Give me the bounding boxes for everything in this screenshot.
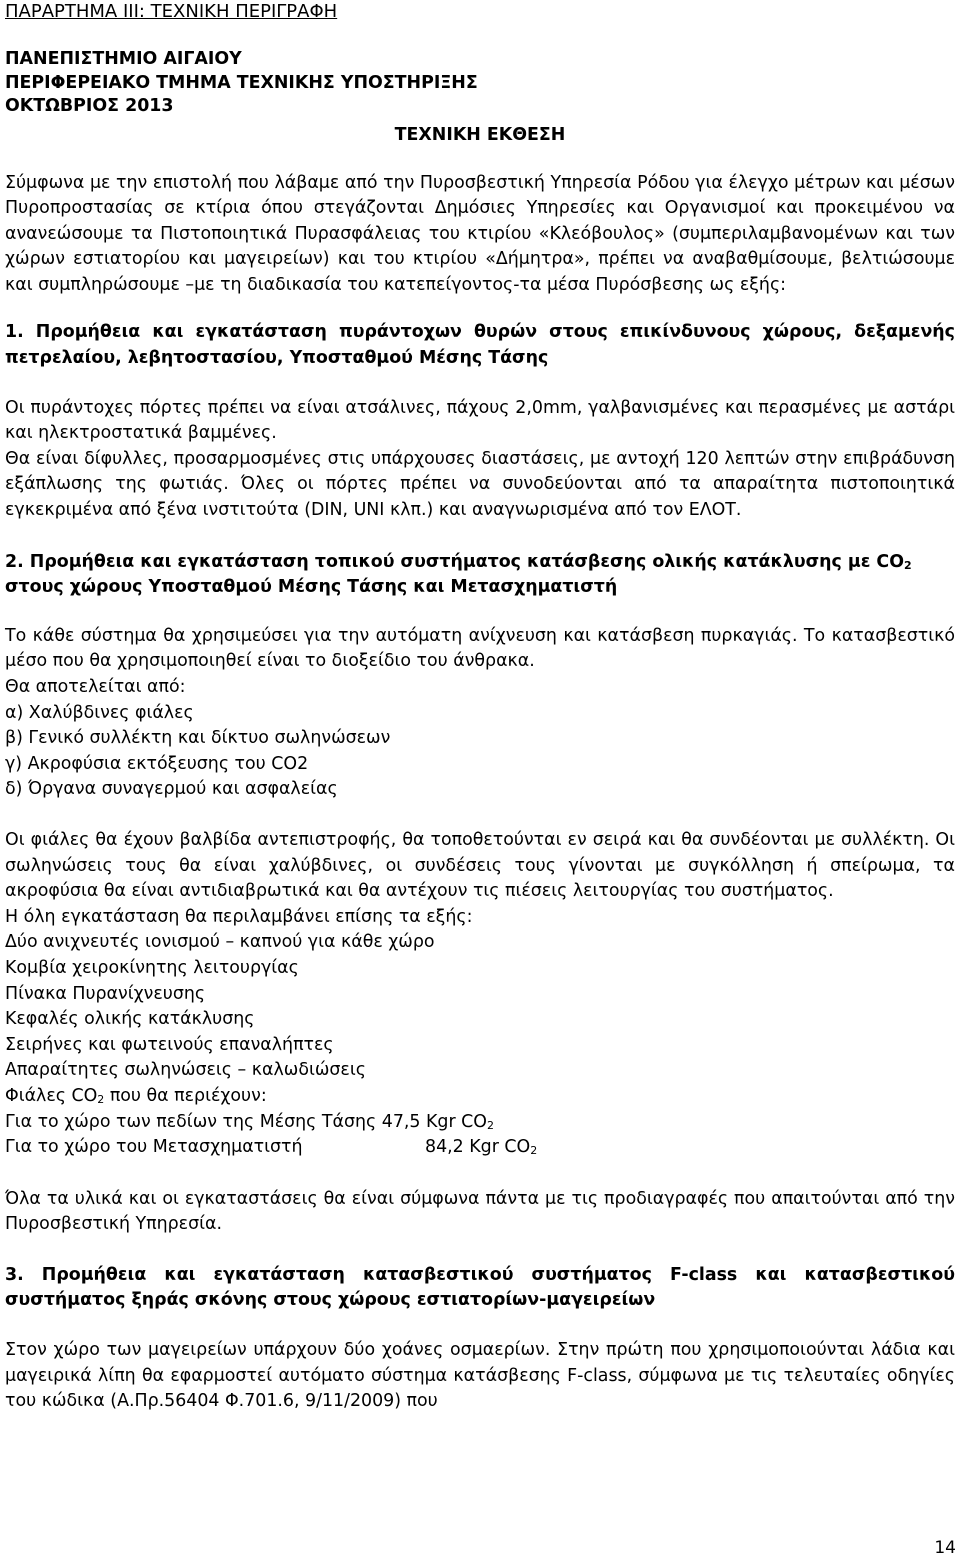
section-3-paragraph-1: Στον χώρο των μαγειρείων υπάρχουν δύο χοάνες οσμαερίων. Στην πρώτη που χρησιμοποιούνται λάδια και μαγειρικά λίπη θα εφαρμοστεί αυτόματο σύστημα κατάσβεσης F-class, σύμφωνα με τις τελευταίες οδηγίες του κώδικα (Α.Πρ.56404 Φ.701.6, 9/11/2009) που — [5, 1340, 955, 1412]
list-item: δ) Όργανα συναγερμού και ασφαλείας — [5, 779, 338, 800]
document-page — [5, 0, 955, 1415]
report-title: ΤΕΧΝΙΚΗ ΕΚΘΕΣΗ — [394, 124, 566, 145]
section-2-consists-label: Θα αποτελείται από: — [5, 677, 186, 697]
section-1-title: 1. Προμήθεια και εγκατάσταση πυράντοχων θυρών στους επικίνδυνους χώρους, δεξαμενής πετρελαίου, λεβητοστασίου, Υποσταθμού Μέσης Τάσης — [5, 322, 955, 369]
list-item: Κομβία χειροκίνητης λειτουργίας — [5, 957, 299, 978]
co2-bottles-label-part-2: που θα περιέχουν: — [104, 1085, 267, 1106]
section-3-title: 3. Προμήθεια και εγκατάσταση κατασβεστικού συστήματος F-class και κατασβεστικού συστήματος ξηράς σκόνης στους χώρους εστιατορίων-μαγειρείων — [5, 1264, 955, 1311]
co2-amount-row-1 — [5, 1110, 955, 1136]
section-1-paragraph-2: Θα είναι δίφυλλες, προσαρμοσμένες στις υπάρχουσες διαστάσεις, με αντοχή 120 λεπτών στην επιβράδυνση εξάπλωσης της φωτιάς. Όλες οι πόρτες πρέπει να συνοδεύονται από τα απαραίτητα πιστοποιητικά εγκεκριμένα από ξένα ινστιτούτα (DIN, UNI κλπ.) και αναγνωρισμένα από τον ΕΛΟΤ. — [5, 448, 955, 521]
section-2-title-part-1: 2. Προμήθεια και εγκατάσταση τοπικού συστήματος κατάσβεσης ολικής κατάκλυσης με CO — [5, 551, 904, 572]
intro-paragraph: Σύμφωνα με την επιστολή που λάβαμε από την Πυροσβεστική Υπηρεσία Ρόδου για έλεγχο μέτρων και μέσων Πυροπροστασίας σε κτίρια όπου στεγάζονται Δημόσιες Υπηρεσίες και Οργανισμοί και προκειμένου να ανανεώσουμε τα Πιστοποιητικά Πυρασφάλειας του κτιρίου «Κλεόβουλος» (συμπεριλαμβανομένων και των χώρων εστιατορίου και μαγειρείων) και του κτιρίου «Δήμητρα», πρέπει να αναβαθμίσουμε, βελτιώσουμε και συμπληρώσουμε –με τη διαδικασία του κατεπείγοντος-τα μέσα Πυρόσβεσης ως εξής: — [5, 172, 955, 295]
section-2-includes-label: Η όλη εγκατάσταση θα περιλαμβάνει επίσης τα εξής: — [5, 906, 473, 927]
list-item: Δύο ανιχνευτές ιονισμού – καπνού για κάθε χώρο — [5, 932, 435, 953]
list-item: γ) Ακροφύσια εκτόξευσης του CO2 — [5, 753, 309, 774]
page-number: 14 — [934, 1538, 956, 1558]
section-2-title-subscript: 2 — [903, 558, 912, 572]
co2-amount-value — [425, 1135, 537, 1161]
university-name: ΠΑΝΕΠΙΣΤΗΜΙΟ ΑΙΓΑΙΟΥ — [5, 49, 242, 69]
section-1-paragraph-1: Οι πυράντοχες πόρτες πρέπει να είναι ατσάλινες, πάχους 2,0mm, γαλβανισμένες και περασμένες με αστάρι και ηλεκτροστατικά βαμμένες. — [5, 397, 955, 444]
list-item: Κεφαλές ολικής κατάκλυσης — [5, 1009, 255, 1030]
document-date: ΟΚΤΩΒΡΙΟΣ 2013 — [5, 96, 174, 116]
section-2-paragraph-1: Το κάθε σύστημα θα χρησιμεύσει για την αυτόματη ανίχνευση και κατάσβεση πυρκαγιάς. Το κατασβεστικό μέσο που θα χρησιμοποιηθεί είναι το διοξείδιο του άνθρακα. — [5, 625, 955, 672]
components-list — [5, 701, 955, 803]
section-2-closing-paragraph: Όλα τα υλικά και οι εγκαταστάσεις θα είναι σύμφωνα πάντα με τις προδιαγραφές που απαιτούνται από την Πυροσβεστική Υπηρεσία. — [5, 1188, 955, 1235]
co2-amount-label — [5, 1110, 494, 1136]
list-item: Σειρήνες και φωτεινούς επαναλήπτες — [5, 1034, 334, 1055]
annex-title: ΠΑΡΑΡΤΗΜΑ ΙΙΙ: ΤΕΧΝΙΚΗ ΠΕΡΙΓΡΑΦΗ — [5, 1, 338, 22]
co2-amount-label: Για το χώρο του Μετασχηματιστή — [5, 1137, 303, 1158]
installation-items-list — [5, 930, 955, 1084]
list-item: β) Γενικό συλλέκτη και δίκτυο σωληνώσεων — [5, 728, 391, 749]
list-item: Απαραίτητες σωληνώσεις – καλωδιώσεις — [5, 1060, 366, 1081]
section-2-title — [5, 550, 955, 601]
co2-bottles-label-part-1: Φιάλες CO — [5, 1085, 98, 1106]
co2-amount-text: Για το χώρο των πεδίων της Μέσης Τάσης 47,5 Kgr CO — [5, 1111, 487, 1132]
co2-amount-row-2 — [5, 1135, 955, 1161]
co2-bottles-subscript: 2 — [97, 1092, 105, 1106]
section-2-title-part-2: στους χώρους Υποσταθμού Μέσης Τάσης και Μετασχηματιστή — [5, 577, 618, 598]
department-name: ΠΕΡΙΦΕΡΕΙΑΚΟ ΤΜΗΜΑ ΤΕΧΝΙΚΗΣ ΥΠΟΣΤΗΡΙΞΗΣ — [5, 72, 478, 93]
list-item: Πίνακα Πυρανίχνευσης — [5, 983, 206, 1004]
co2-bottles-label — [5, 1084, 955, 1110]
co2-amount-text: 84,2 Kgr CO — [425, 1137, 531, 1158]
list-item: α) Χαλύβδινες φιάλες — [5, 702, 194, 723]
co2-amount-subscript: 2 — [486, 1118, 494, 1132]
section-2-paragraph-2: Οι φιάλες θα έχουν βαλβίδα αντεπιστροφής, θα τοποθετούνται εν σειρά και θα συνδέονται με συλλέκτη. Οι σωληνώσεις τους θα είναι χαλύβδινες, οι συνδέσεις τους γίνονται με συγκόλληση ή σπείρωμα, τα ακροφύσια θα είναι αντιδιαβρωτικά και θα αντέχουν τις πιέσεις λειτουργίας του συστήματος. — [5, 829, 955, 902]
co2-amount-subscript: 2 — [530, 1144, 538, 1158]
